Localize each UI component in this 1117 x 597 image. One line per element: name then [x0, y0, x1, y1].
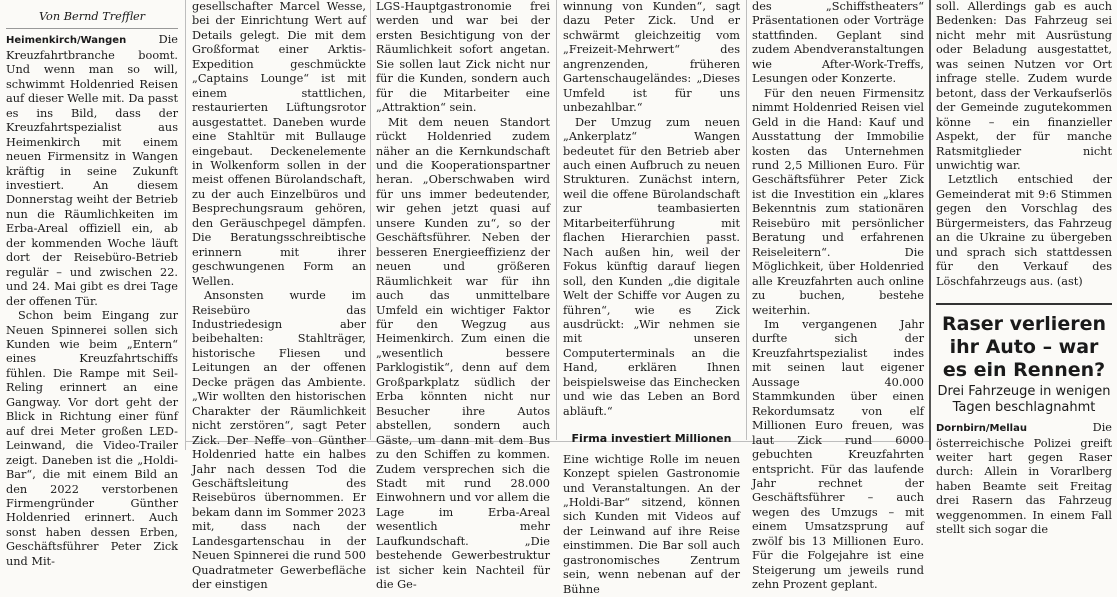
column-divider: [185, 0, 186, 450]
article-column-4: [563, 0, 740, 596]
paragraph: Der Umzug zum neuen „Ankerplatz“ Wangen bedeutet für den Betrieb aber auch einen Aufbruch zu neuen Strukturen. Zunächst intern, weil die offene Bürolandschaft zur teambasierten Mitarbeiterführung mit flachen Hierarchien passt. Nach außen hin, weil der Fokus künftig darauf liegen soll, den Kunden „die digitale Welt der Schiffe vor Augen zu führen“, wie es Zick ausdrückt: „Wir nehmen sie mit unseren Computerterminals an die Hand, erklären Ihnen beispielsweise das Einchecken und wie das Leben an Bord abläuft.“: [563, 115, 740, 418]
sidebar-column: [936, 0, 1112, 537]
paragraph: [6, 33, 178, 309]
paragraph: des „Schiffstheaters“ Präsentationen oder Vorträge stattfinden. Geplant sind zudem Abendveranstaltungen wie After-Work-Treffs, Lesungen oder Konzerte.: [752, 0, 924, 86]
article-column-3: [376, 0, 550, 592]
paragraph: winnung von Kunden“, sagt dazu Peter Zick. Und er schwärmt gleichzeitig vom „Freizeit-Mehrwert“ des angrenzenden, früheren Gartenschaugeländes: „Dieses Umfeld ist für uns unbezahlbar.“: [563, 0, 740, 115]
sidebar-rule: [936, 303, 1112, 305]
byline: Von Bernd Treffler: [38, 10, 146, 23]
paragraph: gesellschafter Marcel Wesse, bei der Einrichtung Wert auf Details gelegt. Die mit dem Großformat einer Arktis-Expedition geschmückte „Captains Lounge“ ist mit einem stattlichen, restaurierten Lüftungsrotor ausgestattet. Daneben wurde eine Stahltür mit Bullauge eingebaut. Deckenelemente in Wolkenform sollen in der meist offenen Bürolandschaft, zu der auch Einzelbüros und Besprechungsraum gehören, den Geräuschpegel dämpfen. Die Beratungsschreibtische erinnern mit ihrer geschwungenen Form an Wellen.: [192, 0, 366, 288]
article-column-1: [6, 0, 178, 568]
sidebar-paragraph: [936, 421, 1112, 538]
article-column-5: [752, 0, 924, 592]
paragraph: LGS-Hauptgastronomie frei werden und war bei der ersten Besichtigung von der Räumlichkeit sofort angetan. Sie sollen laut Zick nicht nur für die Kunden, sondern auch für die Mitarbeiter eine „Attraktion“ sein.: [376, 0, 550, 115]
column-divider: [370, 0, 371, 440]
paragraph: Im vergangenen Jahr durfte sich der Kreuzfahrtspezialist indes mit seinen laut eigener Aussage 40.000 Stammkunden über einen Rekordumsatz von elf Millionen Euro freuen, was laut Zick rund 6000 gebuchten Kreuzfahrten entspricht. Für das laufende Jahr rechnet der Geschäftsführer – auch wegen des Umzugs – mit einem Umsatzsprung auf zwölf bis 13 Millionen Euro. Für die Folgejahre ist eine Steigerung um jeweils rund zehn Prozent geplant.: [752, 317, 924, 592]
dateline: Dornbirn/Mellau: [936, 423, 1027, 435]
paragraph-text: Die Kreuzfahrtbranche boomt. Und wenn man so will, schwimmt Holdenried Reisen auf dieser Welle mit. Da passt es ins Bild, dass der Kreuzfahrtspezialist aus Heimenkirch mit einem neuen Firmensitz in Wangen kräftig in seine Zukunft investiert. An diesem Donnerstag weiht der Betrieb nun die Räumlichkeiten im Erba-Areal offiziell ein, ab der kommenden Woche läuft dort der Reisebüro-Betrieb regulär – und zwischen 22. und 24. Mai gibt es drei Tage der offenen Tür.: [6, 33, 178, 308]
paragraph: Schon beim Eingang zur Neuen Spinnerei sollen sich Kunden wie beim „Entern“ eines Kreuzfahrtschiffs fühlen. Die Rampe mit Seil-Reling erinnert an eine Gangway. Vor dort geht der Blick in Richtung einer fünf auf drei Meter großen LED-Leinwand, die Video-Trailer zeigt. Daneben ist die „Holdi-Bar“, die mit einem Bild an den 2022 verstorbenen Firmengründer Günther Holdenried erinnert. Auch sonst haben dessen Erben, Geschäftsführer Peter Zick und Mit-: [6, 309, 178, 568]
sidebar-paragraph: soll. Allerdings gab es auch Bedenken: Das Fahrzeug sei nicht mehr mit Ausrüstung oder Beladung ausgestattet, was seinen Nutzen vor Ort infrage stelle. Zudem wurde betont, dass der Verkaufserlös der Gemeinde zugutekommen könne – ein finanzieller Aspekt, der für manche Ratsmitglieder nicht unwichtig war.: [936, 0, 1112, 172]
paragraph: Für den neuen Firmensitz nimmt Holdenried Reisen viel Geld in die Hand: Kauf und Ausstattung der Immobilie kosten das Unternehmen rund 2,5 Millionen Euro. Für Geschäftsführer Peter Zick ist die Investition ein „klares Bekenntnis zum stationären Reisebüro mit persönlicher Beratung und erfahrenen Reiseleitern“. Die Möglichkeit, über Holdenried alle Kreuzfahrten auch online zu buchen, bestehe weiterhin.: [752, 86, 924, 317]
subheading: Firma investiert Millionen: [571, 432, 732, 446]
article-column-2: [192, 0, 366, 592]
byline-rule: [6, 28, 178, 29]
paragraph-text: Die österreichische Polizei greift weiter hart gegen Raser durch: Allein in Vorarlberg haben Beamte seit Freitag drei Rasern das Fahrzeug weggenommen. In einem Fall stellt sich sogar die: [936, 421, 1112, 537]
sidebar-subheadline: Drei Fahrzeuge in wenigen Tagen beschlagnahmt: [937, 384, 1111, 416]
column-divider: [746, 0, 747, 440]
column-divider: [556, 0, 557, 440]
paragraph: Mit dem neuen Standort rückt Holdenried zudem näher an die Kernkundschaft und die Kooperationspartner heran. „Oberschwaben wird für uns immer bedeutender, wir gehen jetzt quasi auf unsere Kunden zu“, so der Geschäftsführer. Neben der besseren Energieeffizienz der neuen und größeren Räumlichkeit war für ihn auch das unmittelbare Umfeld ein wichtiger Faktor für den Wegzug aus Heimenkirch. Zum einen die „wesentlich bessere Parklogistik“, denn auf dem Großparkplatz südlich der Erba könnten nicht nur Besucher ihre Autos abstellen, sondern auch Gäste, um dann mit dem Bus zu den Schiffen zu kommen. Zudem versprechen sich die Stadt mit rund 28.000 Einwohnern und vor allem die Lage im Erba-Areal wesentlich mehr Laufkundschaft. „Die bestehende Gewerbestruktur ist sicher kein Nachteil für die Ge-: [376, 115, 550, 592]
sidebar-headline: Raser verlieren ihr Auto – war es ein Rennen?: [942, 313, 1106, 382]
dateline: Heimenkirch/Wangen: [6, 35, 127, 47]
sidebar-divider: [929, 0, 931, 450]
sidebar-paragraph: Letztlich entschied der Gemeinderat mit 9:6 Stimmen gegen den Vorschlag des Bürgermeisters, das Fahrzeug an die Ukraine zu übergeben und sprach sich stattdessen für den Verkauf des Löschfahrzeugs aus. (ast): [936, 173, 1112, 288]
paragraph: Ansonsten wurde im Reisebüro das Industriedesign aber beibehalten: Stahlträger, historische Fliesen und Leitungen an der offenen Decke prägen das Ambiente. „Wir wollten den historischen Charakter der Räumlichkeit nicht zerstören“, sagt Peter Zick. Der Neffe von Günther Holdenried hatte ein halbes Jahr nach dessen Tod die Geschäftsleitung des Reisebüros übernommen. Er bekam dann im Sommer 2023 mit, dass nach der Landesgartenschau in der Neuen Spinnerei die rund 500 Quadratmeter Gewerbefläche der einstigen: [192, 289, 366, 592]
paragraph: Eine wichtige Rolle im neuen Konzept spielen Gastronomie und Veranstaltungen. An der „Holdi-Bar“ sitzend, können sich Kunden mit Videos auf der Leinwand auf ihre Reise einstimmen. Die Bar soll auch gastronomisches Zentrum sein, wenn nebenan auf der Bühne: [563, 452, 740, 596]
